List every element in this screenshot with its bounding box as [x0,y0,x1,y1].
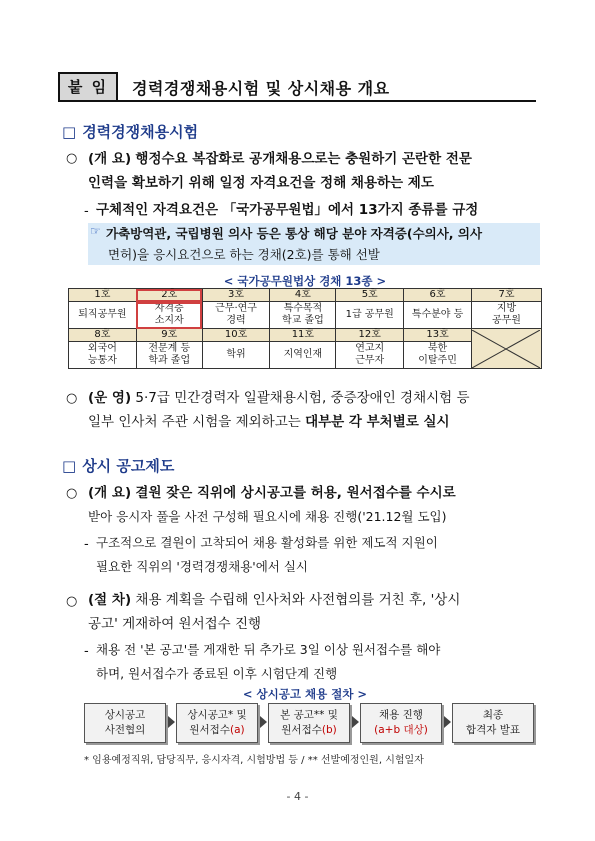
s1-note-line2: 면허)을 응시요건으로 하는 경채(2호)를 통해 선발 [108,247,380,262]
table-header-cell: 5호 [336,289,404,302]
table-header-cell: 8호 [69,329,137,342]
square-marker-icon: □ [62,457,77,475]
process-step-line1: 최종 [482,709,504,721]
circle-bullet-icon: ○ [66,594,78,609]
s2-sub1 [96,531,546,579]
s2-sub1-line1: 구조적으로 결원이 고착되어 채용 활성화를 위한 제도적 지원이 [96,535,438,550]
s1-item1-label: (개 요) [88,151,132,167]
table-header-cell: 12호 [336,329,404,342]
s1-item2-line2a: 일부 인사처 주관 시험을 제외하고는 [88,414,306,430]
table-cell: 학위 [202,342,270,369]
table-header-cell: 13호 [404,329,472,342]
table-header-cell: 1호 [69,289,137,302]
s1-note-line1: 가축방역관, 국립병원 의사 등은 통상 해당 분야 자격증(수의사, 의사 [106,226,483,241]
section2-title: 상시 공고제도 [82,457,175,475]
table-header-cell: 10호 [202,329,270,342]
table-cell: 특수분야 등 [404,302,472,329]
process-step-line1: 본 공고** 및 [280,709,338,721]
s1-item2-line2b: 대부분 각 부처별로 실시 [305,414,450,430]
process-step-line2: 합격자 발표 [465,724,521,736]
s1-item2-label: (운 영) [88,390,132,406]
footnote: * 임용예정직위, 담당직무, 응시자격, 시험방법 등 / ** 선발예정인원, 시험일자 [84,755,424,766]
process-step-line1: 채용 진행 [379,709,423,721]
process-step-line1: 상시공고 [104,709,146,721]
section1-heading [62,121,198,142]
empty-crossed-cell [471,329,541,369]
process-step [84,703,166,743]
page-title: 경력경쟁채용시험 및 상시채용 개요 [132,79,390,98]
s2-item2-line1: 채용 계획을 수립해 인사처와 사전협의를 거친 후, '상시 [135,592,461,608]
process-step [360,703,442,743]
s1-note [106,223,538,265]
title-underline [58,100,536,102]
s1-item1-line2: 인력을 확보하기 위해 일정 자격요건을 정해 채용하는 제도 [88,175,434,191]
process-step [452,703,534,743]
s2-sub1-line2: 필요한 직위의 '경력경쟁채용'에서 실시 [96,559,308,574]
process-step [268,703,350,743]
dash-bullet: - [84,644,89,659]
table-cell: 근무·연구 경력 [202,302,270,329]
table-cell: 지역인재 [270,342,336,369]
table-caption: < 국가공무원법상 경채 13종 > [223,274,387,288]
s1-sub1: 구체적인 자격요건은 「국가공무원법」에서 13가지 종류를 규정 [96,202,479,218]
table-header-cell: 4호 [270,289,336,302]
s1-item2 [88,386,550,434]
process-step-line2: 원서접수(a) [189,724,245,736]
gyeongchae-table [68,288,542,369]
square-marker-icon: □ [62,123,77,141]
cross-icon [472,330,540,368]
table-cell: 특수목적 학교 졸업 [270,302,336,329]
s1-item2-line1: 5·7급 민간경력자 일괄채용시험, 중증장애인 경채시험 등 [135,390,470,406]
arrow-right-icon [260,716,267,728]
dash-bullet: - [84,204,89,219]
table-cell: 북한 이탈주민 [404,342,472,369]
table-cell: 지방 공무원 [471,302,541,329]
s2-item2-label: (절 차) [88,592,132,608]
process-step-line1: 상시공고* 및 [187,709,247,721]
table-cell: 외국어 능통자 [69,342,137,369]
attachment-tag: 붙 임 [58,72,118,102]
table-cell: 1급 공무원 [336,302,404,329]
arrow-right-icon [444,716,451,728]
table-cell: 연고지 근무자 [336,342,404,369]
s1-item1 [88,147,548,195]
table-cell: 퇴직공무원 [69,302,137,329]
pointing-hand-icon: ☞ [90,224,101,238]
dash-bullet: - [84,537,89,552]
process-caption: < 상시공고 채용 절차 > [242,687,368,701]
table-header-cell: 11호 [270,329,336,342]
process-step-line2: (a+b 대상) [374,724,428,736]
table-header-cell: 6호 [404,289,472,302]
s2-sub2 [96,638,546,686]
s2-sub2-line2: 하며, 원서접수가 종료된 이후 시험단계 진행 [96,666,338,681]
s2-item1 [88,481,550,529]
table-header-cell: 7호 [471,289,541,302]
s2-item2-line2: 공고' 게재하여 원서접수 진행 [88,616,262,632]
circle-bullet-icon: ○ [66,391,78,406]
process-step [176,703,258,743]
table-header-cell: 2호 [136,289,202,302]
circle-bullet-icon: ○ [66,486,78,501]
circle-bullet-icon: ○ [66,151,78,166]
table-header-cell: 9호 [136,329,202,342]
table-header-cell: 3호 [202,289,270,302]
s1-item1-line1: 행정수요 복잡화로 공개채용으로는 충원하기 곤란한 전문 [135,151,472,167]
s2-item1-line1: 결원 잦은 직위에 상시공고를 허용, 원서접수를 수시로 [135,485,456,501]
s2-item1-label: (개 요) [88,485,132,501]
section1-title: 경력경쟁채용시험 [82,123,199,141]
s2-sub2-line1: 채용 전 '본 공고'를 게재한 뒤 추가로 3일 이상 원서접수를 해야 [96,642,441,657]
page-number: - 4 - [286,790,309,803]
arrow-right-icon [168,716,175,728]
process-step-line2: 원서접수(b) [281,724,337,736]
process-step-line2: 사전협의 [104,724,146,736]
table-cell: 자격증 소지자 [136,302,202,329]
section2-heading [62,455,174,476]
arrow-right-icon [352,716,359,728]
s2-item2 [88,588,550,636]
s2-item1-line2: 받아 응시자 풀을 사전 구성해 필요시에 채용 진행('21.12월 도입) [88,509,447,524]
table-cell: 전문계 등 학과 졸업 [136,342,202,369]
